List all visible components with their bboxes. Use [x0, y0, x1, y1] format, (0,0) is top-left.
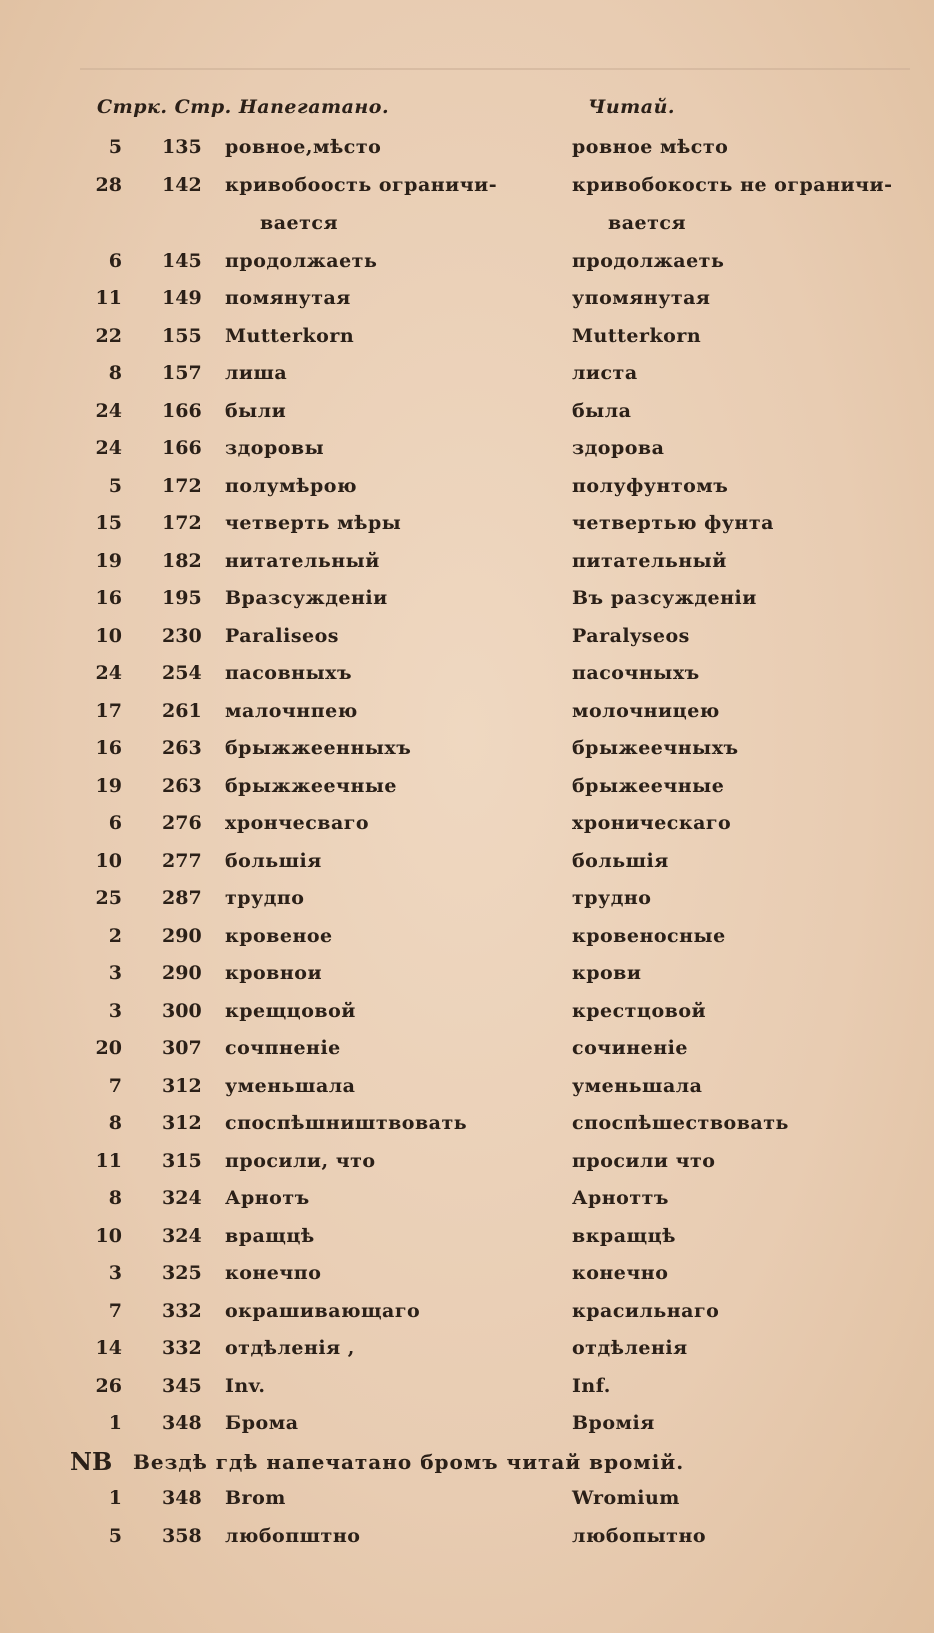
read-text: сочиненіе [572, 1037, 688, 1059]
line-number: 15 [95, 512, 122, 534]
printed-text: Mutterkorn [225, 324, 355, 347]
read-text: трудно [572, 887, 652, 909]
printed-text: отдѣленія , [225, 1337, 355, 1359]
errata-row [0, 692, 934, 730]
line-number: 6 [108, 812, 122, 834]
line-number: 24 [95, 399, 122, 422]
page-number: 263 [162, 774, 202, 797]
page-number: 348 [162, 1412, 202, 1434]
errata-row [0, 166, 934, 242]
page-number: 254 [162, 662, 202, 684]
printed-text: Brom [225, 1487, 286, 1509]
printed-text: помянутая [225, 287, 351, 309]
read-text: просили что [572, 1149, 716, 1172]
page-number: 135 [162, 136, 202, 158]
errata-row [0, 128, 934, 166]
read-text: молочницею [572, 699, 720, 722]
line-number: 10 [95, 849, 122, 872]
line-number: 11 [95, 1149, 122, 1172]
errata-row [0, 429, 934, 467]
read-text: красильнаго [572, 1299, 720, 1322]
read-text: Вромія [572, 1412, 655, 1434]
printed-text: лиша [225, 362, 288, 384]
line-number: 19 [95, 549, 122, 572]
printed-text: сочпненіе [225, 1037, 341, 1059]
printed-text: трудпо [225, 887, 305, 909]
read-text: вкращцѣ [572, 1224, 676, 1247]
printed-text: окрашивающаго [225, 1299, 421, 1322]
line-number: 14 [95, 1337, 122, 1359]
errata-row [0, 1217, 934, 1255]
line-number: 1 [108, 1487, 122, 1509]
printed-text: Брома [225, 1412, 299, 1434]
line-number: 10 [95, 1224, 122, 1247]
errata-row [0, 467, 934, 505]
nb-mark: NB [70, 1446, 113, 1476]
page-number: 324 [162, 1187, 202, 1209]
line-number: 1 [108, 1412, 122, 1434]
line-number: 22 [95, 324, 122, 347]
printed-text: Paraliseos [225, 624, 339, 647]
line-number: 5 [108, 136, 122, 158]
errata-row [0, 767, 934, 805]
page-number: 172 [162, 474, 202, 497]
read-text: кривобокость не ограничи- [572, 173, 893, 196]
read-text: брыжеечные [572, 774, 725, 797]
line-number: 16 [95, 737, 122, 759]
line-number: 3 [108, 962, 122, 984]
errata-row [0, 842, 934, 880]
errata-row [0, 1029, 934, 1067]
line-number: 7 [108, 1074, 122, 1097]
read-text: любопытно [572, 1524, 707, 1547]
printed-text: кривобоость ограничи- [225, 173, 498, 196]
line-number: 5 [108, 474, 122, 497]
printed-text: брыжжеенныхъ [225, 737, 412, 759]
line-number: 16 [95, 587, 122, 609]
page-number: 315 [162, 1149, 202, 1172]
errata-row [0, 504, 934, 542]
errata-row [0, 1479, 934, 1517]
line-number: 28 [95, 173, 122, 196]
printed-text: просили, что [225, 1149, 376, 1172]
line-number: 5 [108, 1524, 122, 1547]
errata-row [0, 1292, 934, 1330]
page-number: 324 [162, 1224, 202, 1247]
line-number: 8 [108, 1112, 122, 1134]
line-number: 2 [108, 924, 122, 947]
page-number: 348 [162, 1487, 202, 1509]
line-number: 6 [108, 249, 122, 272]
read-text: Inf. [572, 1374, 611, 1397]
page-number: 157 [162, 362, 202, 384]
printed-text: большія [225, 849, 322, 872]
line-number: 8 [108, 362, 122, 384]
errata-table [0, 128, 934, 1554]
line-number: 19 [95, 774, 122, 797]
read-text: Арноттъ [572, 1187, 669, 1209]
page-number: 182 [162, 549, 202, 572]
printed-text: Inv. [225, 1374, 266, 1397]
read-text: отдѣленія [572, 1337, 688, 1359]
read-text: продолжаеть [572, 249, 725, 272]
printed-text: брыжжеечные [225, 774, 398, 797]
printed-text: четверть мѣры [225, 512, 402, 534]
line-number: 8 [108, 1187, 122, 1209]
printed-text: конечпо [225, 1262, 322, 1284]
line-number: 7 [108, 1299, 122, 1322]
printed-text: пасовныхъ [225, 662, 353, 684]
printed-text: хрончесваго [225, 812, 370, 834]
line-number: 26 [95, 1374, 122, 1397]
errata-row [0, 1254, 934, 1292]
line-number: 25 [95, 887, 122, 909]
errata-row [0, 1329, 934, 1367]
errata-row [0, 1367, 934, 1405]
errata-row [0, 917, 934, 955]
printed-text: вращцѣ [225, 1224, 315, 1247]
read-text: Mutterkorn [572, 324, 702, 347]
read-text-continued: вается [608, 211, 686, 234]
errata-row [0, 1142, 934, 1180]
printed-text-continued: вается [260, 211, 338, 234]
errata-row [0, 317, 934, 355]
errata-row [0, 654, 934, 692]
errata-row [0, 1404, 934, 1442]
page-number: 290 [162, 924, 202, 947]
printed-text: уменьшала [225, 1074, 356, 1097]
page-number: 325 [162, 1262, 202, 1284]
line-number: 3 [108, 1262, 122, 1284]
page-number: 263 [162, 737, 202, 759]
read-text: здорова [572, 437, 665, 459]
printed-text: споспѣшништвовать [225, 1112, 468, 1134]
read-text: уменьшала [572, 1074, 703, 1097]
read-text: питательный [572, 549, 727, 572]
line-number: 24 [95, 662, 122, 684]
line-number: 24 [95, 437, 122, 459]
page-number: 290 [162, 962, 202, 984]
errata-row [0, 954, 934, 992]
header-columns: Стрк. Стр. Напегатано. [97, 96, 390, 118]
read-text: хроническаго [572, 812, 732, 834]
printed-text: нитательный [225, 549, 380, 572]
printed-text: были [225, 399, 287, 422]
printed-text: малочнпею [225, 699, 358, 722]
read-text: пасочныхъ [572, 662, 700, 684]
printed-text: здоровы [225, 437, 325, 459]
errata-row [0, 1442, 934, 1480]
read-text: брыжеечныхъ [572, 737, 739, 759]
line-number: 17 [95, 699, 122, 722]
page-number: 312 [162, 1074, 202, 1097]
read-text: Paralyseos [572, 624, 690, 647]
errata-row [0, 729, 934, 767]
errata-row [0, 1179, 934, 1217]
page-number: 142 [162, 173, 202, 196]
errata-row [0, 804, 934, 842]
read-text: большія [572, 849, 669, 872]
page-number: 149 [162, 287, 202, 309]
page-number: 155 [162, 324, 202, 347]
printed-text: крещцовой [225, 999, 356, 1022]
page-number: 166 [162, 437, 202, 459]
read-text: упомянутая [572, 287, 711, 309]
header-read: Читай. [588, 96, 676, 118]
errata-row [0, 392, 934, 430]
page-number: 307 [162, 1037, 202, 1059]
errata-row [0, 354, 934, 392]
errata-row [0, 879, 934, 917]
printed-text: продолжаеть [225, 249, 378, 272]
errata-row [0, 992, 934, 1030]
page-number: 145 [162, 249, 202, 272]
errata-row [0, 1104, 934, 1142]
errata-row [0, 579, 934, 617]
read-text: Въ разсужденіи [572, 587, 757, 609]
errata-header [0, 88, 934, 128]
printed-text: полумѣрою [225, 474, 357, 497]
page-number: 287 [162, 887, 202, 909]
page-number: 261 [162, 699, 202, 722]
page-number: 277 [162, 849, 202, 872]
line-number: 10 [95, 624, 122, 647]
page-number: 300 [162, 999, 202, 1022]
page-number: 358 [162, 1524, 202, 1547]
page-number: 195 [162, 587, 202, 609]
top-rule [80, 68, 910, 70]
page-number: 172 [162, 512, 202, 534]
errata-row [0, 242, 934, 280]
printed-text: ровное,мѣсто [225, 136, 382, 158]
page-number: 276 [162, 812, 202, 834]
page-number: 332 [162, 1337, 202, 1359]
line-number: 20 [95, 1037, 122, 1059]
read-text: споспѣшествовать [572, 1112, 789, 1134]
errata-row [0, 1517, 934, 1555]
read-text: крестцовой [572, 999, 707, 1022]
read-text: Wromium [572, 1487, 680, 1509]
page-number: 345 [162, 1374, 202, 1397]
nb-note: Вездѣ гдѣ напечатано бромъ читай вромій. [133, 1449, 685, 1474]
line-number: 11 [95, 287, 122, 309]
printed-text: Арнотъ [225, 1187, 310, 1209]
page-number: 166 [162, 399, 202, 422]
read-text: полуфунтомъ [572, 474, 729, 497]
page-number: 312 [162, 1112, 202, 1134]
printed-text: Вразсужденіи [225, 587, 388, 609]
errata-row [0, 542, 934, 580]
printed-text: кровеное [225, 924, 333, 947]
read-text: конечно [572, 1262, 669, 1284]
errata-row [0, 617, 934, 655]
read-text: была [572, 399, 632, 422]
read-text: крови [572, 962, 642, 984]
read-text: ровное мѣсто [572, 136, 729, 158]
page-number: 332 [162, 1299, 202, 1322]
errata-row [0, 1067, 934, 1105]
read-text: кровеносные [572, 924, 726, 947]
printed-text: любопштно [225, 1524, 361, 1547]
printed-text: кровнои [225, 962, 323, 984]
read-text: четвертью фунта [572, 512, 774, 534]
page-number: 230 [162, 624, 202, 647]
line-number: 3 [108, 999, 122, 1022]
errata-row [0, 279, 934, 317]
read-text: листа [572, 362, 638, 384]
